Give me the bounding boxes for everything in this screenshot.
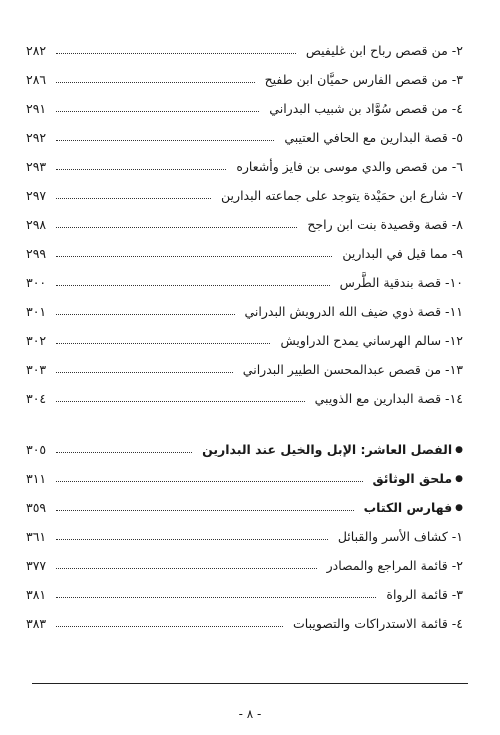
bullet-icon: ● xyxy=(455,502,463,513)
leader-dots xyxy=(56,401,305,402)
toc-entry-title: ٦- من قصص والدي موسى بن فايز وأشعاره xyxy=(236,159,463,174)
leader-dots xyxy=(56,140,274,141)
toc-entry-title: ٧- شارع ابن حمَيْدة يتوجد على جماعته البدارين xyxy=(221,188,463,203)
toc-entry xyxy=(26,355,463,384)
toc-entry-page: ٢٩٧ xyxy=(26,188,47,203)
leader-dots xyxy=(56,510,354,511)
toc-entry-title: ١٤- قصة البدارين مع الذويبي xyxy=(314,391,463,406)
toc-entry-title: ١٠- قصة بندقية الطَّرس xyxy=(339,275,463,290)
leader-dots xyxy=(56,452,192,453)
toc-entry-title: ١١- قصة ذوي ضيف الله الدرويش البدراني xyxy=(244,304,463,319)
leader-dots xyxy=(56,314,235,315)
toc-entry-title: ٣- قائمة الرواة xyxy=(386,587,463,602)
toc-entry-title: ٥- قصة البدارين مع الحافي العتيبي xyxy=(284,130,463,145)
toc-entry-page: ٣٠١ xyxy=(26,304,47,319)
toc-entry-page: ٣٥٩ xyxy=(26,500,47,515)
toc-entry-title: ١٣- من قصص عبدالمحسن الطيير البدراني xyxy=(242,362,463,377)
bullet-icon: ● xyxy=(455,473,463,484)
toc-entry xyxy=(26,551,463,580)
footer-divider xyxy=(32,683,468,684)
toc-entry-page: ٢٩١ xyxy=(26,101,47,116)
toc-entry-page: ٣٨٣ xyxy=(26,616,47,631)
toc-entry-page: ٢٨٢ xyxy=(26,43,47,58)
toc-entry-page: ٣٠٢ xyxy=(26,333,47,348)
toc-entry-page: ٣٠٣ xyxy=(26,362,47,377)
toc-entry xyxy=(26,152,463,181)
bullet-icon: ● xyxy=(455,444,463,455)
toc-entry xyxy=(26,210,463,239)
toc-entry xyxy=(26,297,463,326)
toc-entry-title: ٣- من قصص الفارس حميَّان ابن طفيح xyxy=(264,72,463,87)
leader-dots xyxy=(56,169,226,170)
toc-entry xyxy=(26,384,463,413)
toc-entry-page: ٣٠٠ xyxy=(26,275,47,290)
leader-dots xyxy=(56,626,283,627)
leader-dots xyxy=(56,256,332,257)
toc-entry xyxy=(26,123,463,152)
leader-dots xyxy=(56,597,376,598)
toc-entry xyxy=(26,580,463,609)
leader-dots xyxy=(56,198,211,199)
toc-entry-title: ٢- قائمة المراجع والمصادر xyxy=(326,558,463,573)
toc-entry-title: ملحق الوثائق xyxy=(372,471,453,486)
toc-entry-title: فهارس الكتاب xyxy=(363,500,453,515)
toc-entry-title: ٢- من قصص رباح ابن غليفيص xyxy=(305,43,463,58)
leader-dots xyxy=(56,53,296,54)
toc-entry xyxy=(26,522,463,551)
leader-dots xyxy=(56,285,330,286)
leader-dots xyxy=(56,111,259,112)
leader-dots xyxy=(56,343,270,344)
toc-entry-page: ٢٩٩ xyxy=(26,246,47,261)
toc-entry-page: ٣٦١ xyxy=(26,529,47,544)
toc-entry-title: ٩- مما قيل في البدارين xyxy=(342,246,463,261)
toc-chapter-entry xyxy=(26,493,463,522)
toc-chapter-entry xyxy=(26,435,463,464)
toc-entry-title: ١- كشاف الأسر والقبائل xyxy=(337,529,463,544)
toc-entry-page: ٢٩٢ xyxy=(26,130,47,145)
toc-entry xyxy=(26,36,463,65)
toc-entry-page: ٣٠٥ xyxy=(26,442,47,457)
toc-entry-title: ٤- قائمة الاستدراكات والتصويبات xyxy=(293,616,463,631)
toc-entry-page: ٣٠٤ xyxy=(26,391,47,406)
leader-dots xyxy=(56,82,255,83)
leader-dots xyxy=(56,481,363,482)
page-number: - ٨ - xyxy=(238,707,262,721)
toc-entry-page: ٢٩٨ xyxy=(26,217,47,232)
leader-dots xyxy=(56,372,233,373)
leader-dots xyxy=(56,539,328,540)
toc-chapter-entry xyxy=(26,464,463,493)
toc-entry xyxy=(26,181,463,210)
leader-dots xyxy=(56,227,297,228)
toc-entry-page: ٣١١ xyxy=(26,471,47,486)
toc-entry xyxy=(26,609,463,638)
leader-dots xyxy=(56,568,317,569)
toc-entry xyxy=(26,268,463,297)
toc-entry xyxy=(26,239,463,268)
toc-entry-title: ٨- قصة وقصيدة بنت ابن راجح xyxy=(307,217,463,232)
toc-entry-page: ٢٩٣ xyxy=(26,159,47,174)
toc-entry-page: ٢٨٦ xyxy=(26,72,47,87)
table-of-contents xyxy=(26,36,463,638)
toc-entry-title: ٤- من قصص سُوَّاد بن شبيب البدراني xyxy=(269,101,463,116)
toc-entry xyxy=(26,94,463,123)
toc-entry-page: ٣٧٧ xyxy=(26,558,47,573)
toc-entry-page: ٣٨١ xyxy=(26,587,47,602)
toc-entry xyxy=(26,65,463,94)
toc-entry-title: الفصل العاشر: الإبل والخيل عند البدارين xyxy=(202,442,453,457)
toc-entry xyxy=(26,326,463,355)
toc-entry-title: ١٢- سالم الهرساني يمدح الدراويش xyxy=(280,333,463,348)
